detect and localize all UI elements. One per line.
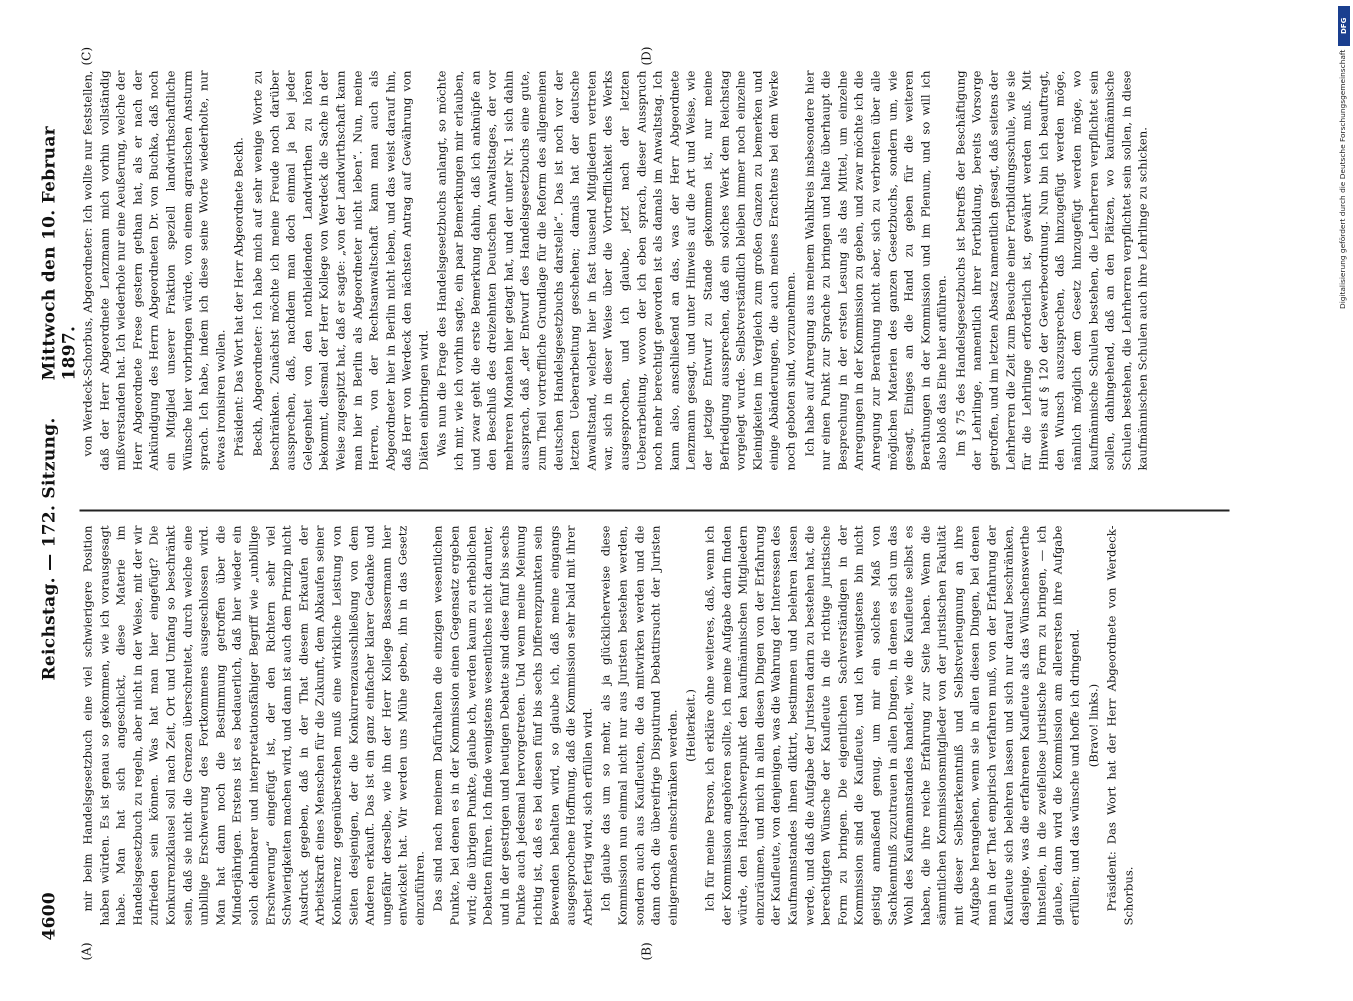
stage-direction: (Heiterkeit.) <box>683 689 698 762</box>
margin-marker-a: (A) <box>79 942 94 961</box>
paragraph: Im § 75 des Handelsgesetzbuchs ist betreffs der Beschäftigung der Lehrlinge, namentlich ihrer Fortbildung, bereits Vorsorge getroffen, und im letzten Absatz namentlich gesagt, daß seitens der Lehrherren die Zeit zum Besuche einer Fortbildungsschule, wie sie für die Lehrlinge erforderlich ist, gewährt werden muß. Mit Hinweis auf § 120 der Gewerbeordnung. Nun bin ich beauftragt, den Wunsch auszusprechen, daß hinzugefügt werden möge, nämlich möglich dem Gesetz hinzugefügt werden möge, wo kaufmännische Schulen bestehen, die Lehrherren verpflichtet sein sollen, dahingehend, daß an den Plätzen, wo kaufmännische Schulen bestehen, die Lehrherren verpflichtet sein sollen, in diese kaufmännischen Schulen auch ihre Lehrlinge zu schicken. <box>953 70 1150 471</box>
paragraph: von Werdeck-Schorbus, Abgeordneter: Ich wollte nur feststellen, daß der Herr Abgeordnete Lenzmann mich vorhin vollständig mißverstanden hat. Ich wiederhole nur eine Aeußerung, welche der Herr Abgeordnete Frese gestern gethan hat, als er nach der Ankündigung des Herrn Abgeordneten Dr. von Buchka, daß noch ein Mitglied unserer Fraktion speziell landwirthschaftliche Wünsche hier vorbringen würde, von einem agrarischen Ansturm sprach. Ich habe, indem ich diese seine Worte wiederholte, nur etwas ironisiren wollen. <box>80 70 228 471</box>
session-title: Reichstag. — 172. Sitzung. <box>39 417 60 681</box>
dfg-logo: DFG <box>1338 6 1350 46</box>
margin-marker-d: (D) <box>639 46 654 66</box>
paragraph: Ich habe auf Anregung aus meinem Wahlkreis insbesondere hier nur einen Punkt zur Sprache zu bringen und halte überhaupt die Besprechung in der ersten Lesung als das Mittel, um einzelne Anregungen in der Kommission zu geben, und zwar möchte ich die Anregung zur Berathung nicht aber, sich zu verbreiten über alle möglichen Materien des ganzen Gesetzbuchs, sondern um, wie gesagt, Einiges an die Hand zu geben für die weiteren Berathungen in der Kommission und im Plenum, und so will ich also bloß das Eine hier anführen. <box>802 70 949 471</box>
page-number: 4600 <box>39 891 60 941</box>
paragraph: Ich für meine Person, ich erkläre ohne weiteres, daß, wenn ich der Kommission angehören sollte, ich meine Aufgabe darin finden würde, den Hauptschwerpunkt den kaufmännischen Mitgliedern einzuräumen, und mich in allen diesen Dingen von der Erfahrung der Kaufleute, von denjenigen, was die Wahrung der Interessen des Kaufmannstandes ihnen diktirt, bestimmen und belehren lassen werde, und daß die Aufgabe der Juristen darin zu bestehen hat, die berechtigten Wünsche der Kaufleute in die richtige juristische Form zu bringen. Die eigentlichen Sachverständigen in der Kommission sind die Kaufleute, und ich wenigstens bin nicht geistig anmaßend genug, um mir ein solches Maß von Sachkenntniß zuzutrauen in allen Dingen, in denen es sich um das Wohl des Kaufmannstandes handelt, wie die Kaufleute selbst es haben, die ihre reiche Erfahrung zur Seite haben. Wenn die sämmtlichen Kommissionsmitglieder von der juristischen Fakultät mit dieser Selbsterkenntniß und Selbstverleugnung an ihre Aufgabe herangehen, wenn sie in allen diesen Dingen, bei denen man in der That empirisch verfahren muß, von der Erfahrung der Kaufleute sich belehren lassen und sich nur darauf beschränken, dasjenige, was die erfahrenen Kaufleute als das Wünschenswerthe hinstellen, in die zweifellose juristische Form zu bringen, — ich glaube, dann wird die Kommission am allerersten ihre Aufgabe erfüllen; und das wünsche und hoffe ich dringend. <box>702 525 1082 926</box>
margin-marker-c: (C) <box>79 46 94 66</box>
paragraph: Was nun die Frage des Handelsgesetzbuchs anlangt, so möchte ich mir, wie ich vorhin sagte, ein paar Bemerkungen mir erlauben, und zwar geht die erste Bemerkung dahin, daß ich anknüpfe an den Beschluß des dreizehnten Deutschen Anwaltstages, der vor mehreren Monaten hier getagt hat, und der unter Nr. 1 sich dahin aussprach, daß „der Entwurf des Handelsgesetzbuchs eine gute, zum Theil vortreffliche Grundlage für die Reform des allgemeinen deutschen Handelsgesetzbuchs darstelle“. Das ist noch vor der letzten Ueberarbeitung geschehen; damals hat der deutsche Anwaltstand, welcher hier in fast tausend Mitgliedern vertreten war, sich in dieser Weise über die Vortrefflichkeit des Werks ausgesprochen, und ich glaube, jetzt nach der letzten Ueberarbeitung, wovon der ich eben sprach, dieser Ausspruch noch mehr berechtigt geworden ist als damals im Anwaltstag. Ich kann also, anschließend an das, was der Herr Abgeordnete Lenzmann gesagt, und unter Hinweis auf die Art und Weise, wie der jetzige Entwurf zu Stande gekommen ist, nur meine Befriedigung aussprechen, daß ein solches Werk dem Reichstag vorgelegt wurde. Selbstverständlich bleiben immer noch einzelne Kleinigkeiten im Vergleich zum großen Ganzen zu bemerken und einige Abänderungen, die auch meines Erachtens bei dem Werke noch geboten sind, vorzunehmen. <box>434 70 798 471</box>
right-column <box>80 71 1154 471</box>
paragraph: Das sind nach meinem Dafürhalten die einzigen wesentlichen Punkte, bei denen es in der Kommission einen Gegensatz ergeben wird; die übrigen Punkte, glaube ich, werden kaum zu erheblichen Debatten führen. Ich finde wenigstens wesentliches nicht darunter, und in der gestrigen und heutigen Debatte sind diese fünf bis sechs Punkte auch jedesmal hervorgetreten. Und wenn meine Meinung richtig ist, daß es bei diesen fünf bis sechs Differenzpunkten sein Bewenden behalten wird, so glaube ich, daß meine eingangs ausgesprochene Hoffnung, daß die Kommission sehr bald mit ihrer Arbeit fertig wird, sich erfüllen wird. <box>430 525 595 926</box>
column-divider <box>80 510 1230 512</box>
paragraph: Präsident: Das Wort hat der Herr Abgeordnete von Werdeck-Schorbus. <box>1104 525 1136 926</box>
margin-marker-b: (B) <box>639 942 654 961</box>
left-column <box>80 526 1139 926</box>
rotated-page <box>0 1 1353 1001</box>
paragraph: Präsident: Das Wort hat der Herr Abgeordnete Beckh. <box>231 137 246 457</box>
page-header <box>39 81 80 941</box>
paragraph: Ich glaube das um so mehr, als ja glücklicherweise diese Kommission nun einmal nicht nur aus Juristen bestehen werden, sondern auch aus Kaufleuten, die da mitwirken werden und die dann doch die übereifrige Disputirund Debattirsucht der Juristen einigermaßen einschränken werden. <box>598 525 680 926</box>
paragraph: Beckh, Abgeordneter: Ich habe mich auf sehr wenige Worte zu beschränken. Zunächst möchte ich meine Freude noch darüber aussprechen, daß, nachdem man doch einmal ja bei jeder Gelegenheit von den nothleidenden Landwirthen zu hören bekommt, diesmal der Herr Kollege von Werdeck die Sache in der Weise zugespitzt hat, daß er sagte: „von der Landwirthschaft kann man hier in Berlin als Abgeordneter nicht leben“. Nun, meine Herren, von der Rechtsanwaltschaft kann man auch als Abgeordneter hier in Berlin nicht leben, und das weist darauf hin, daß Herr von Werdeck den nächsten Antrag auf Gewährung von Diäten einbringen wird. <box>250 70 431 471</box>
paragraph: mir beim Handelsgesetzbuch eine viel schwierigere Position haben würden. Es ist genau so gekommen, wie ich vorausgesagt habe. Man hat sich angeschickt, diese Materie im Handelsgesetzbuch zu regeln, aber nicht in der Weise, mit der wir zufrieden sein können. Was hat man hier eingefügt? Die Konkurrenzklausel soll nach Zeit, Ort und Umfang so beschränkt sein, daß sie nicht die Grenzen überschreitet, durch welche eine unbillige Erschwerung des Fortkommens ausgeschlossen wird. Man hat dann noch die Bestimmung getroffen über die Minderjährigen. Erstens ist es bedauerlich, daß hier wieder ein solch dehnbarer und interpretationsfähiger Begriff wie „unbillige Erschwerung“ eingefügt ist, der den Richtern sehr viel Schwierigkeiten machen wird, und dann ist auch dem Prinzip nicht Ausdruck gegeben, daß in der That diesem Erkaufen der Arbeitskraft eines Menschen für die Zukunft, dem Abkaufen seiner Konkurrenz gegenüberstehen muß eine wirkliche Leistung von Seiten desjenigen, der die Konkurrenzausschließung von dem Anderen erkauft. Das ist ein ganz einfacher klarer Gedanke und ungefähr derselbe, wie ihn der Herr Kollege Bassermann hier entwickelt hat. Wir werden uns Mühe geben, ihn in das Gesetz einzuführen. <box>80 525 427 926</box>
stage-direction: (Bravo! links.) <box>1086 683 1101 768</box>
session-date: Mittwoch den 10. Februar 1897. <box>39 126 80 381</box>
digitization-credit: Digitalisierung gefördert durch die Deutsche Forschungsgemeinschaft <box>1338 50 1347 310</box>
